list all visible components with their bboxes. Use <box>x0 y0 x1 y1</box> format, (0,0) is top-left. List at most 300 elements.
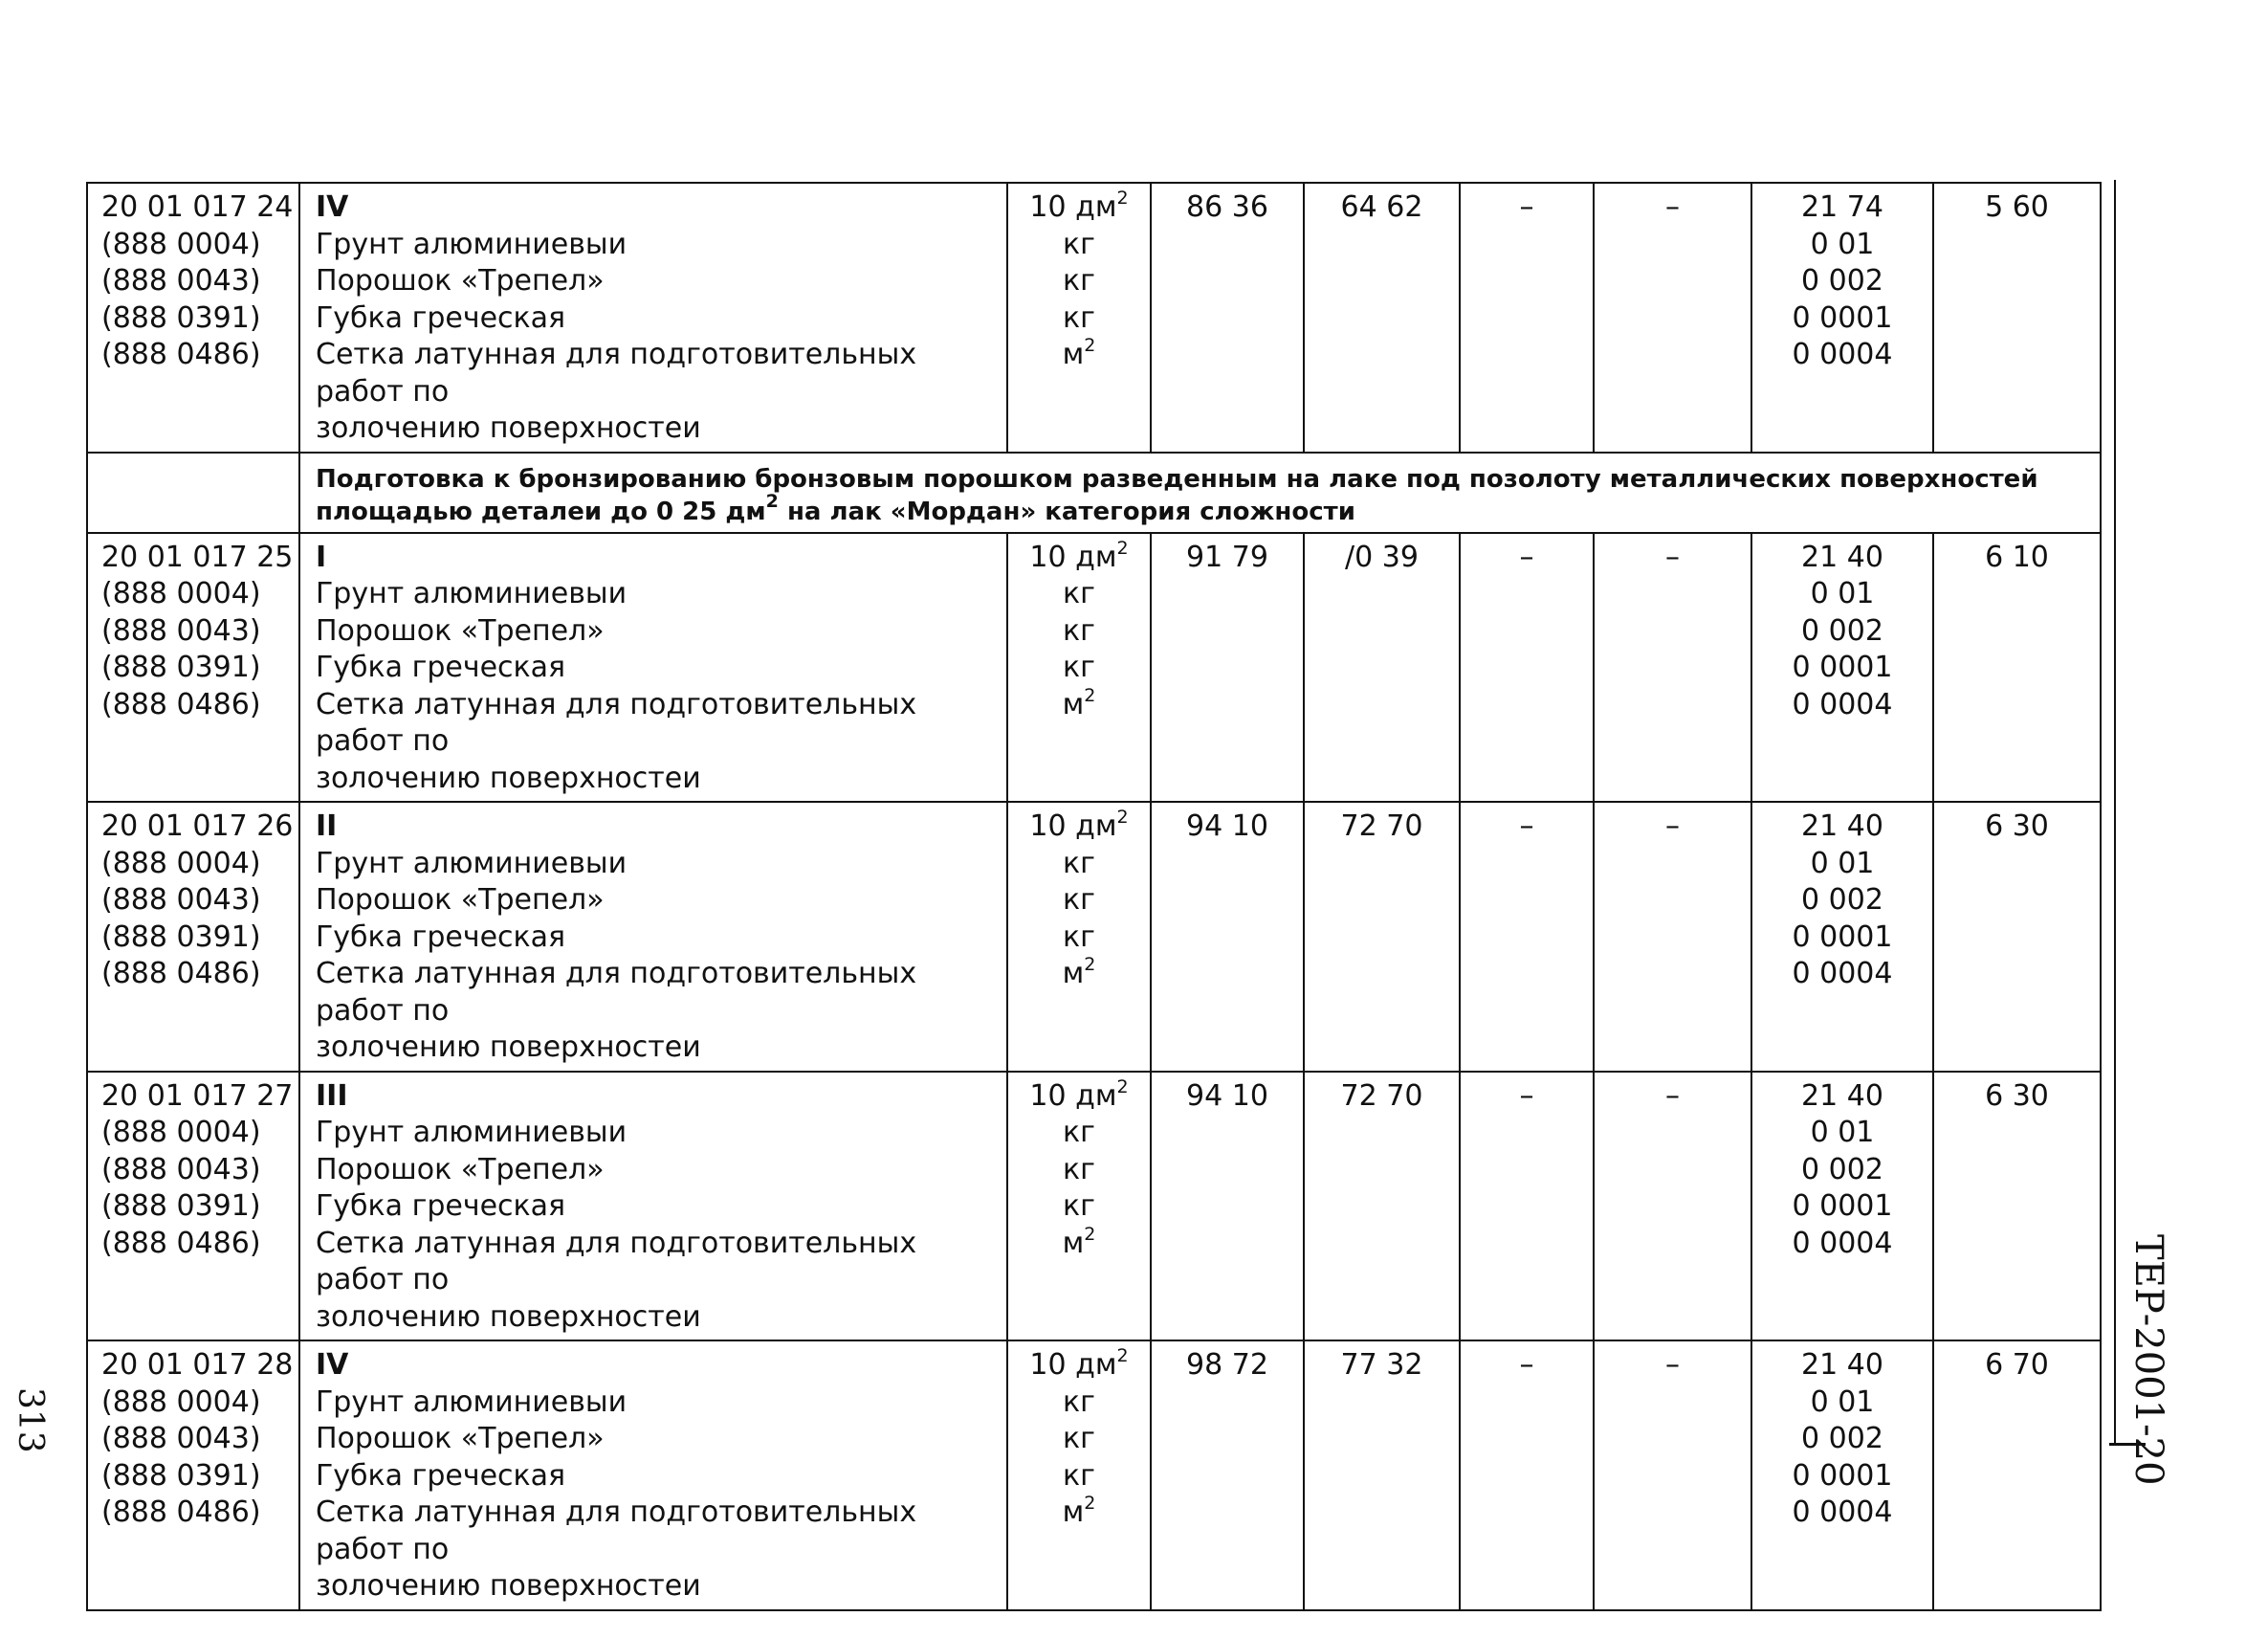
value-line <box>1316 1347 1447 1384</box>
value-cell-col8 <box>1933 802 2101 1072</box>
value-line <box>1946 189 2088 227</box>
material-quantity: 0 01 <box>1810 846 1875 880</box>
code-cell <box>87 533 299 803</box>
value-cell-col6 <box>1594 802 1751 1072</box>
value-col7: 21 40 <box>1801 1348 1883 1382</box>
table-row <box>87 1072 2101 1341</box>
value-cell-col4 <box>1304 802 1460 1072</box>
material-quantity-line <box>1764 956 1921 993</box>
rate-code: 20 01 017 26 <box>101 809 294 843</box>
section-title-exponent: 2 <box>765 490 779 512</box>
section-title-line <box>316 490 2088 528</box>
unit-cell <box>1007 183 1151 453</box>
value-line <box>1163 1347 1291 1384</box>
value-line <box>1472 1347 1581 1384</box>
material-quantity: 0 0004 <box>1792 1495 1893 1529</box>
value-cell-col8 <box>1933 533 2101 803</box>
value-line <box>1472 540 1581 577</box>
material-code-line <box>101 1384 287 1422</box>
material-unit: м <box>1062 338 1085 371</box>
value-cell-col5 <box>1460 1340 1594 1610</box>
rate-code: 20 01 017 24 <box>101 190 294 224</box>
material-unit: м <box>1062 1226 1085 1260</box>
material-quantity-line <box>1764 337 1921 374</box>
rate-unit: 10 дм <box>1029 1078 1117 1113</box>
material-name: Губка греческая <box>316 300 566 335</box>
material-name-line <box>316 882 995 919</box>
name-cell <box>299 1340 1007 1610</box>
material-code: (888 0043) <box>101 1152 261 1186</box>
rate-unit-exponent: 2 <box>1116 188 1129 209</box>
rate-unit-exponent: 2 <box>1116 537 1129 559</box>
material-unit-line <box>1020 613 1138 651</box>
value-cell-col7 <box>1751 1340 1933 1610</box>
value-line <box>1606 1347 1739 1384</box>
value-cell-col5 <box>1460 1072 1594 1341</box>
material-code-line <box>101 337 287 374</box>
rate-unit-exponent: 2 <box>1116 807 1129 828</box>
material-name: Грунт алюминиевыи <box>316 1384 628 1419</box>
material-unit: кг <box>1063 919 1095 954</box>
value-col5: – <box>1519 540 1534 574</box>
material-quantity: 0 0001 <box>1792 919 1893 954</box>
unit-cell <box>1007 1340 1151 1610</box>
material-quantity-line <box>1764 1495 1921 1532</box>
material-name: Сетка латунная для подготовительных работ по <box>316 687 917 758</box>
material-unit-line <box>1020 919 1138 957</box>
value-col7: 21 40 <box>1801 809 1883 843</box>
rate-code: 20 01 017 28 <box>101 1348 294 1382</box>
value-cell-col8 <box>1933 1072 2101 1341</box>
material-unit: кг <box>1063 227 1095 261</box>
category-label: I <box>316 540 327 574</box>
value-cell-col6 <box>1594 533 1751 803</box>
unit-cell <box>1007 533 1151 803</box>
rate-unit-line <box>1020 1347 1138 1384</box>
category-label: III <box>316 1078 348 1113</box>
material-name: Грунт алюминиевыи <box>316 577 628 610</box>
material-code-line <box>101 1495 287 1532</box>
value-col4: 72 70 <box>1340 809 1423 843</box>
category-line <box>316 808 995 846</box>
value-line <box>1764 189 1921 227</box>
table-row <box>87 1340 2101 1610</box>
value-line <box>1946 1347 2088 1384</box>
material-unit-line <box>1020 337 1138 374</box>
rate-unit: 10 дм <box>1029 190 1117 224</box>
material-quantity-line <box>1764 687 1921 724</box>
rate-unit-exponent: 2 <box>1116 1345 1129 1366</box>
table-row <box>87 533 2101 803</box>
material-unit: м <box>1062 1495 1085 1529</box>
material-quantity: 0 002 <box>1801 1422 1883 1455</box>
value-line <box>1316 808 1447 846</box>
code-cell <box>87 183 299 453</box>
material-quantity: 0 0001 <box>1792 300 1893 335</box>
material-name: Порошок «Трепел» <box>316 613 605 648</box>
material-name-line <box>316 1226 995 1299</box>
material-unit-line <box>1020 227 1138 264</box>
rate-unit-exponent: 2 <box>1116 1075 1129 1097</box>
value-col3: 91 79 <box>1186 540 1268 574</box>
value-col6: – <box>1665 809 1680 843</box>
material-name-line <box>316 300 995 338</box>
section-title-line <box>316 463 2088 496</box>
material-unit-exponent: 2 <box>1084 684 1096 706</box>
material-quantity: 0 0001 <box>1792 1189 1893 1223</box>
material-code: (888 0043) <box>101 264 261 298</box>
value-line <box>1472 1078 1581 1116</box>
value-cell-col5 <box>1460 802 1594 1072</box>
material-unit: кг <box>1063 1384 1095 1419</box>
material-name-line <box>316 1188 995 1226</box>
page-number: 313 <box>11 1387 50 1453</box>
category-line <box>316 189 995 227</box>
material-unit: кг <box>1063 1458 1095 1493</box>
material-name-line <box>316 687 995 761</box>
material-unit-exponent: 2 <box>1084 1223 1096 1245</box>
material-code-line <box>101 227 287 264</box>
value-cell-col7 <box>1751 1072 1933 1341</box>
value-col6: – <box>1665 540 1680 574</box>
unit-cell <box>1007 802 1151 1072</box>
material-quantity-line <box>1764 1226 1921 1263</box>
material-name-line <box>316 576 995 613</box>
value-cell-col6 <box>1594 1340 1751 1610</box>
material-name: Губка греческая <box>316 919 566 954</box>
material-unit-line <box>1020 263 1138 300</box>
table-row <box>87 802 2101 1072</box>
material-name-line <box>316 1421 995 1458</box>
material-unit: кг <box>1063 1152 1095 1186</box>
material-unit: кг <box>1063 883 1095 917</box>
value-cell-col5 <box>1460 533 1594 803</box>
material-quantity: 0 002 <box>1801 613 1883 648</box>
value-col8: 6 30 <box>1985 1078 2049 1113</box>
value-cell-col4 <box>1304 183 1460 453</box>
material-code-line <box>101 300 287 338</box>
rate-unit: 10 дм <box>1029 540 1117 574</box>
rate-code-line <box>101 189 294 227</box>
rate-unit-line <box>1020 189 1138 227</box>
section-header-row <box>87 453 2101 533</box>
value-col6: – <box>1665 190 1680 224</box>
material-quantity-line <box>1764 227 1921 264</box>
right-margin-rule <box>2114 180 2116 1443</box>
material-unit-line <box>1020 684 1138 724</box>
material-quantity-line <box>1764 263 1921 300</box>
material-unit: кг <box>1063 613 1095 648</box>
material-unit: м <box>1062 687 1085 721</box>
material-code: (888 0486) <box>101 1226 261 1260</box>
table-row <box>87 183 2101 453</box>
material-code-line <box>101 613 287 651</box>
material-unit-exponent: 2 <box>1084 335 1096 356</box>
value-line <box>1946 540 2088 577</box>
material-quantity-line <box>1764 576 1921 613</box>
material-code: (888 0043) <box>101 883 261 917</box>
material-name-line <box>316 650 995 687</box>
material-quantity: 0 01 <box>1810 1116 1875 1149</box>
material-quantity: 0 0001 <box>1792 1458 1893 1493</box>
code-cell <box>87 1340 299 1610</box>
value-cell-col4 <box>1304 533 1460 803</box>
material-unit-line <box>1020 1223 1138 1263</box>
material-name-line <box>316 613 995 651</box>
material-unit-line <box>1020 1421 1138 1458</box>
value-cell-col8 <box>1933 183 2101 453</box>
material-code-line <box>101 956 287 993</box>
material-code: (888 0391) <box>101 300 261 335</box>
category-label: II <box>316 809 338 843</box>
material-unit: кг <box>1063 1422 1095 1455</box>
section-title-line1: Подготовка к бронзированию бронзовым порошком разведенным на лаке под позолоту металлических поверхностей <box>316 464 2038 494</box>
material-unit: кг <box>1063 1116 1095 1149</box>
material-unit: кг <box>1063 651 1095 684</box>
material-name-line <box>316 1495 995 1568</box>
value-cell-col7 <box>1751 183 1933 453</box>
rates-table-body <box>87 183 2101 1610</box>
material-code: (888 0043) <box>101 1422 261 1455</box>
category-label: IV <box>316 190 349 224</box>
material-quantity: 0 002 <box>1801 1152 1883 1186</box>
material-name: Губка греческая <box>316 1189 566 1223</box>
material-name-line <box>316 263 995 300</box>
material-unit-line <box>1020 576 1138 613</box>
material-code-line <box>101 1152 287 1189</box>
material-name-line <box>316 1568 995 1606</box>
material-name-line <box>316 1030 995 1067</box>
category-line <box>316 1078 995 1116</box>
material-name: Грунт алюминиевыи <box>316 227 628 261</box>
material-code: (888 0004) <box>101 577 261 610</box>
rate-unit: 10 дм <box>1029 809 1117 843</box>
material-quantity: 0 01 <box>1810 227 1875 261</box>
material-quantity-line <box>1764 1384 1921 1422</box>
value-col7: 21 40 <box>1801 1078 1883 1113</box>
value-line <box>1316 1078 1447 1116</box>
value-cell-col3 <box>1151 1340 1304 1610</box>
material-code: (888 0004) <box>101 227 261 261</box>
value-line <box>1606 540 1739 577</box>
value-col5: – <box>1519 809 1534 843</box>
material-unit-line <box>1020 956 1138 993</box>
value-col8: 6 70 <box>1985 1348 2049 1382</box>
material-code-line <box>101 882 287 919</box>
material-quantity-line <box>1764 1152 1921 1189</box>
value-line <box>1764 540 1921 577</box>
material-code-line <box>101 263 287 300</box>
material-unit-line <box>1020 300 1138 338</box>
material-code-line <box>101 687 287 724</box>
material-name-line <box>316 956 995 1030</box>
value-col7: 21 74 <box>1801 190 1883 224</box>
value-col3: 98 72 <box>1186 1348 1268 1382</box>
material-name: Губка греческая <box>316 651 566 684</box>
material-code-line <box>101 576 287 613</box>
section-title-line2-end: на лак «Мордан» категория сложности <box>778 497 1355 526</box>
material-code-line <box>101 1188 287 1226</box>
name-cell <box>299 802 1007 1072</box>
material-name-line <box>316 337 995 410</box>
material-unit-line <box>1020 1458 1138 1495</box>
material-name: Губка греческая <box>316 1458 566 1493</box>
value-line <box>1316 189 1447 227</box>
material-name-line <box>316 1299 995 1337</box>
material-quantity: 0 0004 <box>1792 957 1893 990</box>
value-col7: 21 40 <box>1801 540 1883 574</box>
material-name: Грунт алюминиевыи <box>316 846 628 880</box>
material-unit-exponent: 2 <box>1084 954 1096 975</box>
material-quantity-line <box>1764 650 1921 687</box>
rate-code-line <box>101 1347 294 1384</box>
value-line <box>1163 189 1291 227</box>
material-quantity: 0 01 <box>1810 1384 1875 1419</box>
section-header-cell <box>299 453 2101 533</box>
material-name: Порошок «Трепел» <box>316 1152 605 1186</box>
category-line <box>316 540 995 577</box>
value-line <box>1472 189 1581 227</box>
material-code-line <box>101 1421 287 1458</box>
value-line <box>1606 189 1739 227</box>
material-quantity-line <box>1764 846 1921 883</box>
material-name-line <box>316 919 995 957</box>
material-name-continued: золочению поверхностеи <box>316 411 701 445</box>
value-line <box>1163 540 1291 577</box>
value-cell-col7 <box>1751 533 1933 803</box>
value-col4: /0 39 <box>1345 540 1419 574</box>
name-cell <box>299 1072 1007 1341</box>
section-title-line2-start: площадью деталеи до 0 25 дм <box>316 497 766 526</box>
material-quantity: 0 0004 <box>1792 687 1893 721</box>
value-line <box>1472 808 1581 846</box>
rate-code: 20 01 017 25 <box>101 540 294 574</box>
material-unit-exponent: 2 <box>1084 1493 1096 1514</box>
material-name: Порошок «Трепел» <box>316 264 605 298</box>
value-line <box>1764 1347 1921 1384</box>
rate-unit-line <box>1020 537 1138 577</box>
value-col4: 64 62 <box>1340 190 1423 224</box>
material-unit-line <box>1020 1188 1138 1226</box>
material-name-line <box>316 761 995 798</box>
name-cell <box>299 533 1007 803</box>
code-cell <box>87 802 299 1072</box>
value-cell-col8 <box>1933 1340 2101 1610</box>
material-quantity: 0 0004 <box>1792 1226 1893 1260</box>
value-line <box>1163 808 1291 846</box>
rates-table-container <box>86 182 2100 1611</box>
material-code: (888 0004) <box>101 1384 261 1419</box>
value-cell-col3 <box>1151 1072 1304 1341</box>
material-name-continued: золочению поверхностеи <box>316 1299 701 1334</box>
material-name: Сетка латунная для подготовительных работ по <box>316 1495 917 1566</box>
material-name-line <box>316 1384 995 1422</box>
material-unit: кг <box>1063 1189 1095 1223</box>
material-unit: кг <box>1063 264 1095 298</box>
value-line <box>1606 808 1739 846</box>
material-code: (888 0391) <box>101 651 261 684</box>
rate-unit-line <box>1020 808 1138 846</box>
value-col8: 5 60 <box>1985 190 2049 224</box>
code-cell <box>87 1072 299 1341</box>
value-col3: 86 36 <box>1186 190 1268 224</box>
category-label: IV <box>316 1348 349 1382</box>
material-quantity: 0 002 <box>1801 883 1883 917</box>
value-col6: – <box>1665 1348 1680 1382</box>
material-unit-line <box>1020 1495 1138 1532</box>
value-cell-col3 <box>1151 183 1304 453</box>
value-line <box>1764 1078 1921 1116</box>
rate-code: 20 01 017 27 <box>101 1078 294 1113</box>
value-cell-col6 <box>1594 1072 1751 1341</box>
material-code: (888 0004) <box>101 1116 261 1149</box>
value-line <box>1163 1078 1291 1116</box>
material-quantity-line <box>1764 613 1921 651</box>
material-quantity: 0 0001 <box>1792 651 1893 684</box>
material-code: (888 0043) <box>101 613 261 648</box>
value-col5: – <box>1519 1078 1534 1113</box>
material-quantity: 0 0004 <box>1792 338 1893 371</box>
material-name-line <box>316 1458 995 1495</box>
material-code: (888 0391) <box>101 1189 261 1223</box>
value-cell-col3 <box>1151 802 1304 1072</box>
value-cell-col3 <box>1151 533 1304 803</box>
value-col8: 6 10 <box>1985 540 2049 574</box>
material-code: (888 0391) <box>101 919 261 954</box>
material-unit-line <box>1020 1152 1138 1189</box>
material-name: Сетка латунная для подготовительных работ по <box>316 957 917 1028</box>
material-unit: кг <box>1063 300 1095 335</box>
rate-code-line <box>101 540 294 577</box>
material-name-continued: золочению поверхностеи <box>316 1569 701 1603</box>
section-header-empty-cell <box>87 453 299 533</box>
material-name: Сетка латунная для подготовительных работ по <box>316 1226 917 1296</box>
material-unit-line <box>1020 846 1138 883</box>
value-col3: 94 10 <box>1186 1078 1268 1113</box>
material-unit: м <box>1062 957 1085 990</box>
material-name: Грунт алюминиевыи <box>316 1116 628 1149</box>
value-col4: 77 32 <box>1340 1348 1423 1382</box>
material-name: Сетка латунная для подготовительных работ по <box>316 338 917 409</box>
material-name: Порошок «Трепел» <box>316 1422 605 1455</box>
material-name-line <box>316 410 995 448</box>
material-quantity-line <box>1764 919 1921 957</box>
name-cell <box>299 183 1007 453</box>
material-unit-line <box>1020 882 1138 919</box>
value-line <box>1316 540 1447 577</box>
material-code: (888 0004) <box>101 846 261 880</box>
material-quantity: 0 002 <box>1801 264 1883 298</box>
value-line <box>1946 808 2088 846</box>
value-col5: – <box>1519 190 1534 224</box>
value-col4: 72 70 <box>1340 1078 1423 1113</box>
value-cell-col7 <box>1751 802 1933 1072</box>
material-code: (888 0486) <box>101 1495 261 1529</box>
value-col5: – <box>1519 1348 1534 1382</box>
value-col8: 6 30 <box>1985 809 2049 843</box>
material-quantity-line <box>1764 882 1921 919</box>
rates-table <box>86 182 2102 1611</box>
material-name-line <box>316 1115 995 1152</box>
material-unit-line <box>1020 650 1138 687</box>
material-quantity-line <box>1764 1421 1921 1458</box>
material-unit-line <box>1020 1384 1138 1422</box>
rate-unit: 10 дм <box>1029 1348 1117 1382</box>
material-name-line <box>316 1152 995 1189</box>
value-line <box>1606 1078 1739 1116</box>
material-quantity-line <box>1764 1458 1921 1495</box>
material-code-line <box>101 650 287 687</box>
